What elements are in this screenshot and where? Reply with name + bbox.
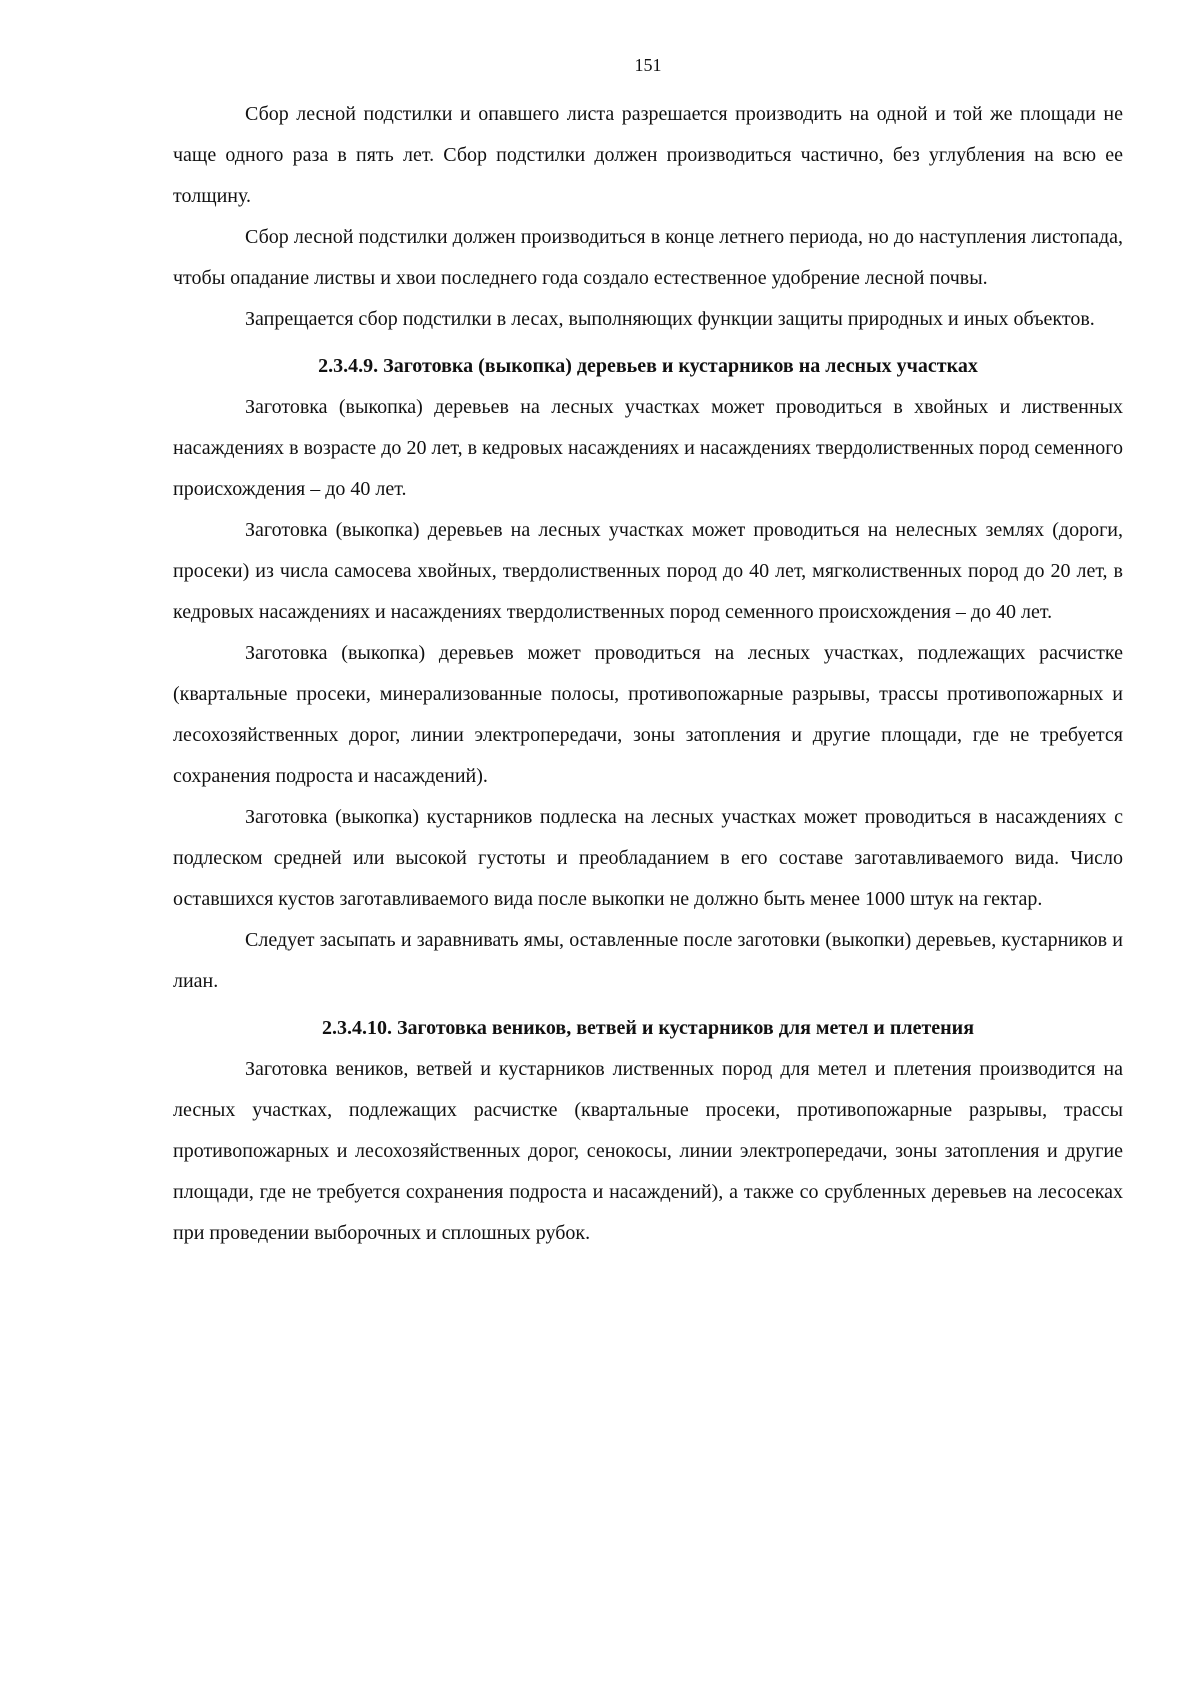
paragraph-litter-collection-prohibition: Запрещается сбор подстилки в лесах, выполняющих функции защиты природных и иных объектов. — [245, 308, 1095, 330]
document-page — [173, 52, 1123, 1254]
paragraph-tree-digging-clearing-areas: Заготовка (выкопка) деревьев может проводиться на лесных участках, подлежащих расчистке (квартальные просеки, минерализованные полосы, противопожарные разрывы, трассы противопожарных и лесохозяйственных дорог, линии электропередачи, зоны затопления и другие площади, где не требуется сохранения подроста и насаждений). — [173, 642, 1123, 787]
paragraph-pit-filling: Следует засыпать и заравнивать ямы, оставленные после заготовки (выкопки) деревьев, кустарников и лиан. — [173, 929, 1123, 992]
paragraph-broom-branches-harvesting: Заготовка веников, ветвей и кустарников лиственных пород для метел и плетения производится на лесных участках, подлежащих расчистке (квартальные просеки, противопожарные разрывы, трассы противопожарных и лесохозяйственных дорог, сенокосы, линии электропередачи, зоны затопления и другие площади, где не требуется сохранения подроста и насаждений), а также со срубленных деревьев на лесосеках при проведении выборочных и сплошных рубок. — [173, 1058, 1123, 1244]
paragraph-shrub-digging: Заготовка (выкопка) кустарников подлеска на лесных участках может проводиться в насаждениях с подлеском средней или высокой густоты и преобладанием в его составе заготавливаемого вида. Число оставшихся кустов заготавливаемого вида после выкопки не должно быть менее 1000 штук на гектар. — [173, 806, 1123, 910]
paragraph-tree-digging-age: Заготовка (выкопка) деревьев на лесных участках может проводиться в хвойных и лиственных насаждениях в возрасте до 20 лет, в кедровых насаждениях и насаждениях твердолиственных пород семенного происхождения – до 40 лет. — [173, 396, 1123, 500]
section-heading-2-3-4-9: 2.3.4.9. Заготовка (выкопка) деревьев и кустарников на лесных участках — [318, 355, 978, 377]
section-heading-2-3-4-10: 2.3.4.10. Заготовка веников, ветвей и кустарников для метел и плетения — [321, 1017, 975, 1039]
paragraph-tree-digging-nonforest-land: Заготовка (выкопка) деревьев на лесных участках может проводиться на нелесных землях (дороги, просеки) из числа самосева хвойных, твердолиственных пород до 40 лет, мягколиственных пород до 20 лет, в кедровых насаждениях и насаждениях твердолиственных пород семенного происхождения – до 40 лет. — [173, 519, 1123, 623]
paragraph-litter-collection-timing: Сбор лесной подстилки должен производиться в конце летнего периода, но до наступления листопада, чтобы опадание листвы и хвои последнего года создало естественное удобрение лесной почвы. — [173, 226, 1123, 289]
page-number: 151 — [634, 55, 662, 75]
paragraph-litter-collection-frequency: Сбор лесной подстилки и опавшего листа разрешается производить на одной и той же площади не чаще одного раза в пять лет. Сбор подстилки должен производиться частично, без углубления на всю ее толщину. — [173, 103, 1123, 207]
